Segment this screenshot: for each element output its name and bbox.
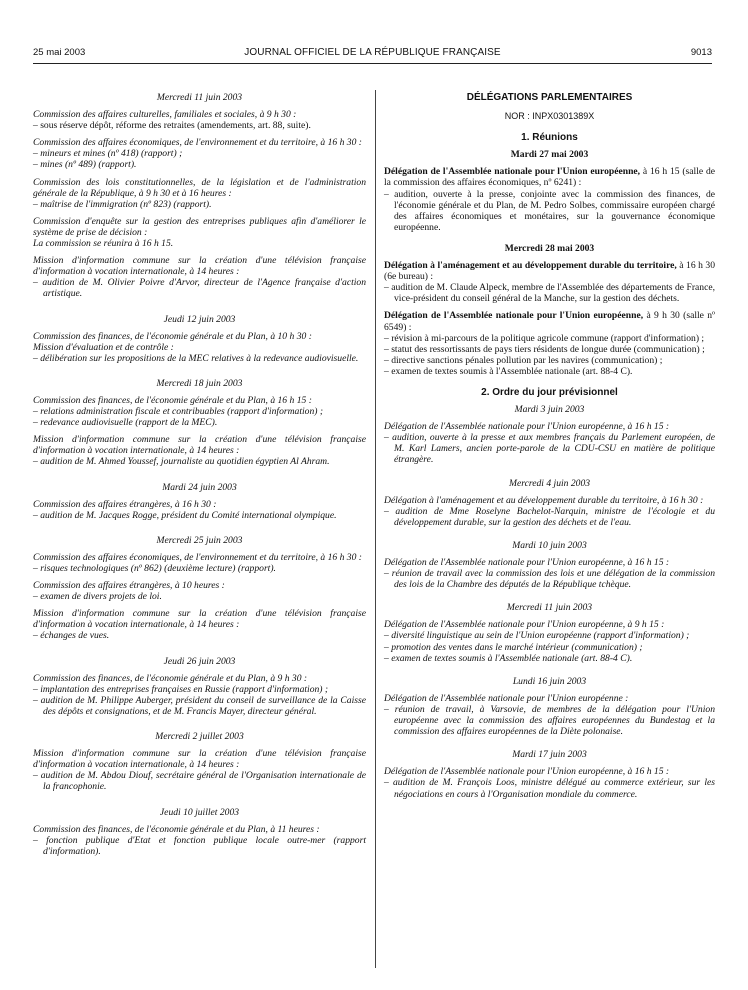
agenda-item: – révision à mi-parcours de la politique agricole commune (rapport d'information) ; bbox=[384, 332, 705, 344]
delegation-line: Délégation de l'Assemblée nationale pour l'Union européenne, à 16 h 15 : bbox=[384, 421, 670, 433]
agenda-item: – diversité linguistique au sein de l'Union européenne (rapport d'information) ; bbox=[384, 630, 690, 642]
section-heading: 2. Ordre du jour prévisionnel bbox=[481, 386, 618, 398]
meeting-block bbox=[33, 673, 366, 717]
section-title: DÉLÉGATIONS PARLEMENTAIRES bbox=[466, 92, 633, 103]
delegation-line: Délégation de l'Assemblée nationale pour l'Union européenne, à 16 h 15 : bbox=[384, 557, 670, 568]
day-heading: Mardi 3 juin 2003 bbox=[514, 404, 585, 416]
agenda-item: – sous réserve dépôt, réforme des retraites (amendements, art. 88, suite). bbox=[33, 120, 311, 132]
committee-line: Commission des lois constitutionnelles, de la législation et de l'administration générale de la République, à 9 h 30 et à 16 heures : bbox=[33, 176, 366, 199]
committee-line: Mission d'information commune sur la création d'une télévision française d'information à vocation internationale, à 14 heures : bbox=[33, 748, 366, 771]
day-entry bbox=[384, 404, 715, 465]
delegation-name: Délégation de l'Assemblée nationale pour l'Union européenne, bbox=[384, 166, 641, 178]
issue-date: 25 mai 2003 bbox=[33, 47, 86, 58]
day-heading: Mardi 24 juin 2003 bbox=[162, 481, 237, 493]
committee-line: Mission d'information commune sur la création d'une télévision française d'information à vocation internationale, à 14 heures : bbox=[33, 608, 366, 631]
agenda-item: – redevance audiovisuelle (rapport de la MEC). bbox=[33, 417, 218, 429]
day-entry bbox=[33, 314, 366, 364]
committee-line: Mission d'information commune sur la création d'une télévision française d'information à vocation internationale, à 14 heures : bbox=[33, 255, 366, 278]
sub-heading: Mission d'évaluation et de contrôle : bbox=[33, 341, 174, 353]
day-heading: Mercredi 28 mai 2003 bbox=[504, 242, 595, 254]
agenda-item: La commission se réunira à 16 h 15. bbox=[33, 238, 174, 250]
day-entry bbox=[384, 749, 715, 799]
agenda-item: – réunion de travail, à Varsovie, de membres de la délégation pour l'Union européenne avec la commission des affaires européennes du Bundestag et la commission des affaires européennes de la Diète polonaise. bbox=[384, 703, 715, 738]
column-divider bbox=[375, 90, 376, 968]
agenda-item: – statut des ressortissants de pays tiers résidents de longue durée (communication) ; bbox=[384, 343, 705, 355]
committee-line: Commission des affaires économiques, de l'environnement et du territoire, à 16 h 30 : bbox=[33, 551, 362, 563]
agenda-item: – audition de M. Ahmed Youssef, journaliste au quotidien égyptien Al Ahram. bbox=[33, 456, 330, 468]
committee-line: Mission d'information commune sur la création d'une télévision française d'information à vocation internationale, à 14 heures : bbox=[33, 434, 366, 457]
agenda-item: – fonction publique d'Etat et fonction publique locale outre-mer (rapport d'information). bbox=[33, 834, 366, 857]
agenda-item: – examen de textes soumis à l'Assemblée nationale (art. 88-4 C). bbox=[384, 365, 633, 377]
agenda-item: – audition de M. François Loos, ministre délégué au commerce extérieur, sur les négociations en cours à l'Organisation mondiale du commerce. bbox=[384, 777, 715, 800]
delegation-line bbox=[384, 166, 715, 188]
day-heading: Mardi 27 mai 2003 bbox=[510, 149, 589, 161]
delegation-name: Délégation de l'Assemblée nationale pour l'Union européenne, bbox=[384, 310, 644, 322]
committee-line: Commission des affaires étrangères, à 16 h 30 : bbox=[33, 498, 217, 510]
day-entry bbox=[384, 478, 715, 528]
agenda-item: – audition de M. Abdou Diouf, secrétaire général de l'Organisation internationale de la francophonie. bbox=[33, 770, 366, 793]
agenda-item: – mineurs et mines (nº 418) (rapport) ; bbox=[33, 148, 183, 160]
left-column bbox=[33, 92, 366, 871]
agenda-item: – audition de M. Jacques Rogge, président du Comité international olympique. bbox=[33, 509, 337, 521]
day-entry bbox=[33, 482, 366, 521]
agenda-item: – réunion de travail avec la commission des lois et une délégation de la commission des lois de la Chambre des députés de la République tchèque. bbox=[384, 568, 715, 591]
agenda-item: – échanges de vues. bbox=[33, 630, 110, 642]
day-entry bbox=[33, 92, 366, 300]
delegation-details: à 16 h 15 (salle de la commission des affaires économiques, nº 6241) : bbox=[384, 166, 715, 189]
delegation-line: Délégation de l'Assemblée nationale pour l'Union européenne, à 9 h 15 : bbox=[384, 619, 665, 631]
day-entry bbox=[33, 807, 366, 857]
meeting-block bbox=[33, 499, 366, 521]
committee-line: Commission des finances, de l'économie générale et du Plan, à 16 h 15 : bbox=[33, 394, 312, 406]
agenda-item: – délibération sur les propositions de la MEC relatives à la redevance audiovisuelle. bbox=[33, 352, 359, 364]
committee-line: Commission des affaires étrangères, à 10 heures : bbox=[33, 580, 225, 592]
meeting-block bbox=[33, 552, 366, 574]
agenda-item: – promotion des ventes dans le marché intérieur (communication) ; bbox=[384, 641, 643, 653]
meeting-block bbox=[33, 824, 366, 857]
delegation-line: Délégation à l'aménagement et au développement durable du territoire, à 16 h 30 : bbox=[384, 494, 704, 506]
page-header bbox=[33, 43, 712, 63]
committee-line: Commission des affaires culturelles, familiales et sociales, à 9 h 30 : bbox=[33, 109, 297, 121]
nor-reference: NOR : INPX0301389X bbox=[504, 111, 595, 122]
day-heading: Jeudi 10 juillet 2003 bbox=[159, 806, 240, 818]
committee-line: Commission des finances, de l'économie générale et du Plan, à 10 h 30 : bbox=[33, 330, 312, 342]
committee-line: Commission d'enquête sur la gestion des entreprises publiques afin d'améliorer le système de prise de décision : bbox=[33, 215, 366, 238]
day-entry bbox=[384, 602, 715, 663]
delegation-line bbox=[384, 260, 715, 282]
right-column bbox=[384, 92, 715, 800]
agenda-item: – audition, ouverte à la presse et aux membres français du Parlement européen, de M. Karl Lamers, ancien porte-parole de la CDU-CSU en matière de politique étrangère. bbox=[384, 432, 715, 466]
agenda-item: – mines (nº 489) (rapport). bbox=[33, 159, 137, 171]
meeting-block bbox=[33, 608, 366, 641]
meeting-block bbox=[33, 216, 366, 249]
day-heading: Lundi 16 juin 2003 bbox=[512, 675, 587, 687]
delegation-line: Délégation de l'Assemblée nationale pour l'Union européenne : bbox=[384, 692, 629, 704]
day-entry bbox=[33, 378, 366, 468]
day-entry bbox=[33, 656, 366, 717]
meeting-block bbox=[33, 331, 366, 364]
meeting-block bbox=[33, 580, 366, 602]
meeting-block bbox=[33, 137, 366, 170]
page-number: 9013 bbox=[690, 47, 712, 58]
day-heading: Mercredi 11 juin 2003 bbox=[506, 602, 593, 614]
meeting-block bbox=[33, 434, 366, 467]
journal-title: JOURNAL OFFICIEL DE LA RÉPUBLIQUE FRANÇAISE bbox=[244, 47, 501, 58]
committee-line: Commission des affaires économiques, de l'environnement et du territoire, à 16 h 30 : bbox=[33, 137, 362, 149]
agenda-item: – risques technologiques (nº 862) (deuxième lecture) (rapport). bbox=[33, 563, 276, 574]
delegation-name: Délégation à l'aménagement et au développement durable du territoire, bbox=[384, 260, 677, 272]
day-entry bbox=[33, 731, 366, 792]
committee-line: Commission des finances, de l'économie générale et du Plan, à 11 heures : bbox=[33, 823, 320, 835]
day-entry bbox=[384, 149, 715, 233]
day-entry bbox=[384, 540, 715, 590]
committee-line: Commission des finances, de l'économie générale et du Plan, à 9 h 30 : bbox=[33, 672, 308, 684]
day-heading: Mercredi 18 juin 2003 bbox=[156, 377, 243, 389]
header-rule bbox=[33, 63, 712, 64]
day-entry bbox=[384, 676, 715, 737]
day-heading: Mercredi 2 juillet 2003 bbox=[155, 731, 244, 743]
agenda-item: – audition de M. Claude Alpeck, membre de l'Assemblée des départements de France, vice-président du conseil général de la Manche, sur la gestion des déchets. bbox=[384, 282, 715, 305]
agenda-item: – maîtrise de l'immigration (nº 823) (rapport). bbox=[33, 198, 212, 210]
day-heading: Jeudi 12 juin 2003 bbox=[163, 313, 236, 325]
day-heading: Mercredi 11 juin 2003 bbox=[156, 92, 243, 103]
meeting-block bbox=[33, 255, 366, 299]
meeting-block bbox=[384, 310, 715, 377]
agenda-item: – directive sanctions pénales pollution par les navires (communication) ; bbox=[384, 354, 663, 366]
agenda-item: – relations administration fiscale et contribuables (rapport d'information) ; bbox=[33, 406, 324, 418]
day-heading: Jeudi 26 juin 2003 bbox=[163, 655, 236, 667]
agenda-item: – audition, ouverte à la presse, conjointe avec la commission des finances, de l'économie générale et du Plan, de M. Pedro Solbes, commissaire européen chargé des affaires économiques et monétaires, sur la gouvernance économique européenne. bbox=[384, 188, 715, 233]
delegation-details: à 16 h 30 (6e bureau) : bbox=[384, 260, 715, 283]
day-heading: Mercredi 25 juin 2003 bbox=[156, 534, 243, 546]
meeting-block bbox=[33, 395, 366, 428]
day-entry bbox=[33, 535, 366, 642]
delegation-line: Délégation de l'Assemblée nationale pour l'Union européenne, à 16 h 15 : bbox=[384, 766, 670, 778]
agenda-item: – audition de Mme Roselyne Bachelot-Narquin, ministre de l'écologie et du développement durable, sur la gestion des déchets et de l'eau. bbox=[384, 505, 715, 528]
section-heading: 1. Réunions bbox=[521, 132, 578, 144]
delegation-line bbox=[384, 310, 715, 332]
day-entry bbox=[384, 243, 715, 377]
agenda-item: – examen de textes soumis à l'Assemblée nationale (art. 88-4 C). bbox=[384, 652, 633, 664]
agenda-item: – examen de divers projets de loi. bbox=[33, 591, 162, 603]
agenda-item: – audition de M. Philippe Auberger, président du conseil de surveillance de la Caisse des dépôts et consignations, et de M. Francis Mayer, directeur général. bbox=[33, 694, 366, 717]
day-heading: Mercredi 4 juin 2003 bbox=[508, 477, 591, 489]
meeting-block bbox=[33, 109, 366, 131]
meeting-block bbox=[33, 748, 366, 792]
agenda-item: – implantation des entreprises françaises en Russie (rapport d'information) ; bbox=[33, 683, 329, 695]
day-heading: Mardi 17 juin 2003 bbox=[512, 749, 587, 761]
meeting-block bbox=[384, 260, 715, 304]
meeting-block bbox=[33, 177, 366, 210]
agenda-item: – audition de M. Olivier Poivre d'Arvor, directeur de l'Agence française d'action artistique. bbox=[33, 277, 366, 300]
delegation-details: à 9 h 30 (salle nº 6549) : bbox=[384, 310, 716, 333]
day-heading: Mardi 10 juin 2003 bbox=[512, 539, 587, 551]
